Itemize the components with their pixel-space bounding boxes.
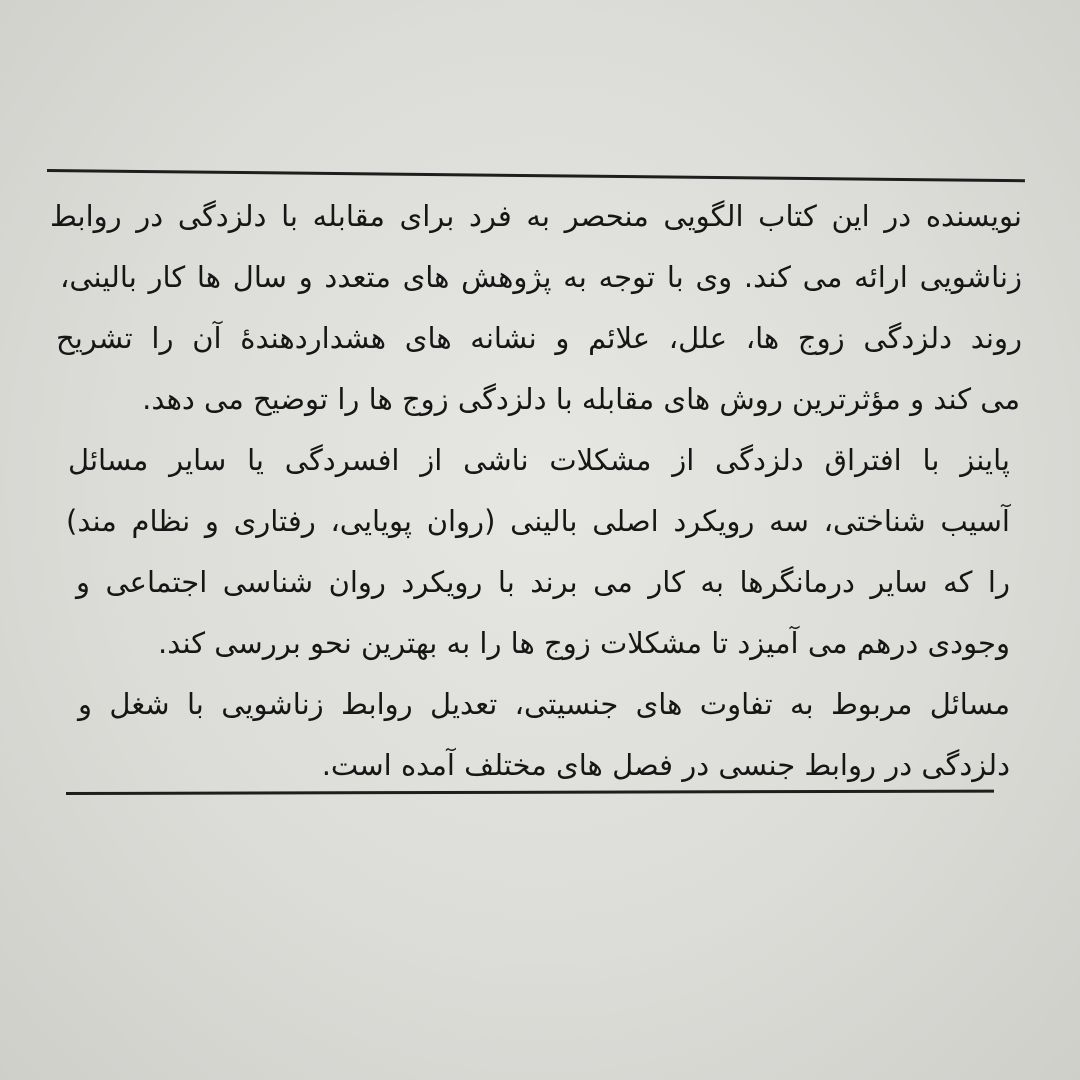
text-line: پاینز با افتراق دلزدگی از مشکلات ناشی از افسردگی یا سایر مسائل — [68, 443, 1010, 477]
text-line: را که سایر درمانگرها به کار می برند با رویکرد روان شناسی اجتماعی و — [76, 565, 1010, 599]
text-line: زناشویی ارائه می کند. وی با توجه به پژوهش های متعدد و سال ها کار بالینی، — [60, 260, 1022, 294]
text-line: می کند و مؤثرترین روش های مقابله با دلزدگی زوج ها را توضیح می دهد. — [142, 382, 1020, 416]
text-line: آسیب شناختی، سه رویکرد اصلی بالینی (روان پویایی، رفتاری و نظام مند) — [66, 504, 1010, 538]
text-line: روند دلزدگی زوج ها، علل، علائم و نشانه های هشداردهندهٔ آن را تشریح — [56, 321, 1022, 355]
text-line: دلزدگی در روابط جنسی در فصل های مختلف آمده است. — [321, 748, 1010, 782]
text-line: نویسنده در این کتاب الگویی منحصر به فرد برای مقابله با دلزدگی در روابط — [50, 199, 1022, 233]
back-cover-text — [50, 186, 1022, 796]
text-line: مسائل مربوط به تفاوت های جنسیتی، تعدیل روابط زناشویی با شغل و — [78, 687, 1010, 721]
text-line: وجودی درهم می آمیزد تا مشکلات زوج ها را به بهترین نحو بررسی کند. — [158, 626, 1010, 660]
top-divider-rule — [47, 169, 1025, 182]
